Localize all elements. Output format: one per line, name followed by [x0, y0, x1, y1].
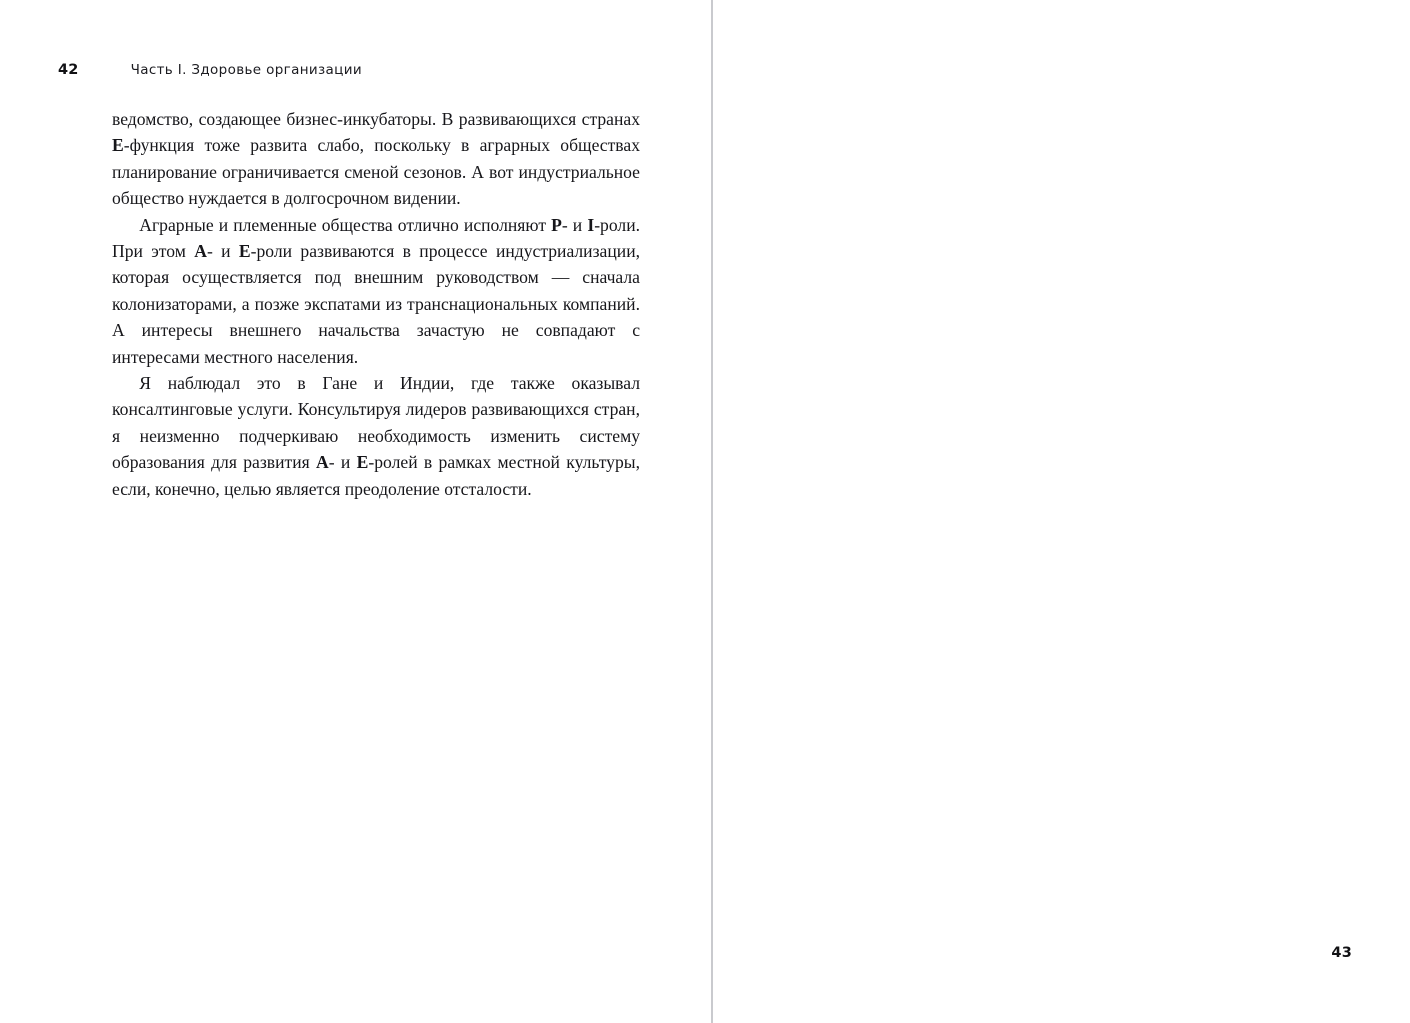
right-page: [712, 0, 1410, 1023]
page-number-left: 42: [58, 62, 79, 78]
running-head: [58, 62, 362, 78]
left-text-column: [112, 106, 640, 502]
page-number-right: 43: [1331, 945, 1352, 961]
paragraph: Аграрные и племенные общества отлично исполняют P- и I-роли. При этом A- и E-роли развиваются в процессе индустриализации, которая осуществляется под внешним руководством — сначала колонизаторами, а позже экспатами из транснациональных компаний. А интересы внешнего начальства зачастую не совпадают с интересами местного населения.: [112, 214, 641, 367]
paragraph: ведомство, создающее бизнес-инкубаторы. В развивающихся странах E-функция тоже развита слабо, поскольку в аграрных обществах планирование ограничивается сменой сезонов. А вот индустриальное общество нуждается в долгосрочном видении.: [112, 109, 640, 209]
paragraph: Я наблюдал это в Гане и Индии, где также оказывал консалтинговые услуги. Консультируя лидеров развивающихся стран, я неизменно подчеркиваю необходимость изменить систему образования для развития A- и E-ролей в рамках местной культуры, если, конечно, целью является преодоление отсталости.: [112, 373, 640, 499]
running-head-title: Часть I. Здоровье организации: [130, 62, 362, 78]
